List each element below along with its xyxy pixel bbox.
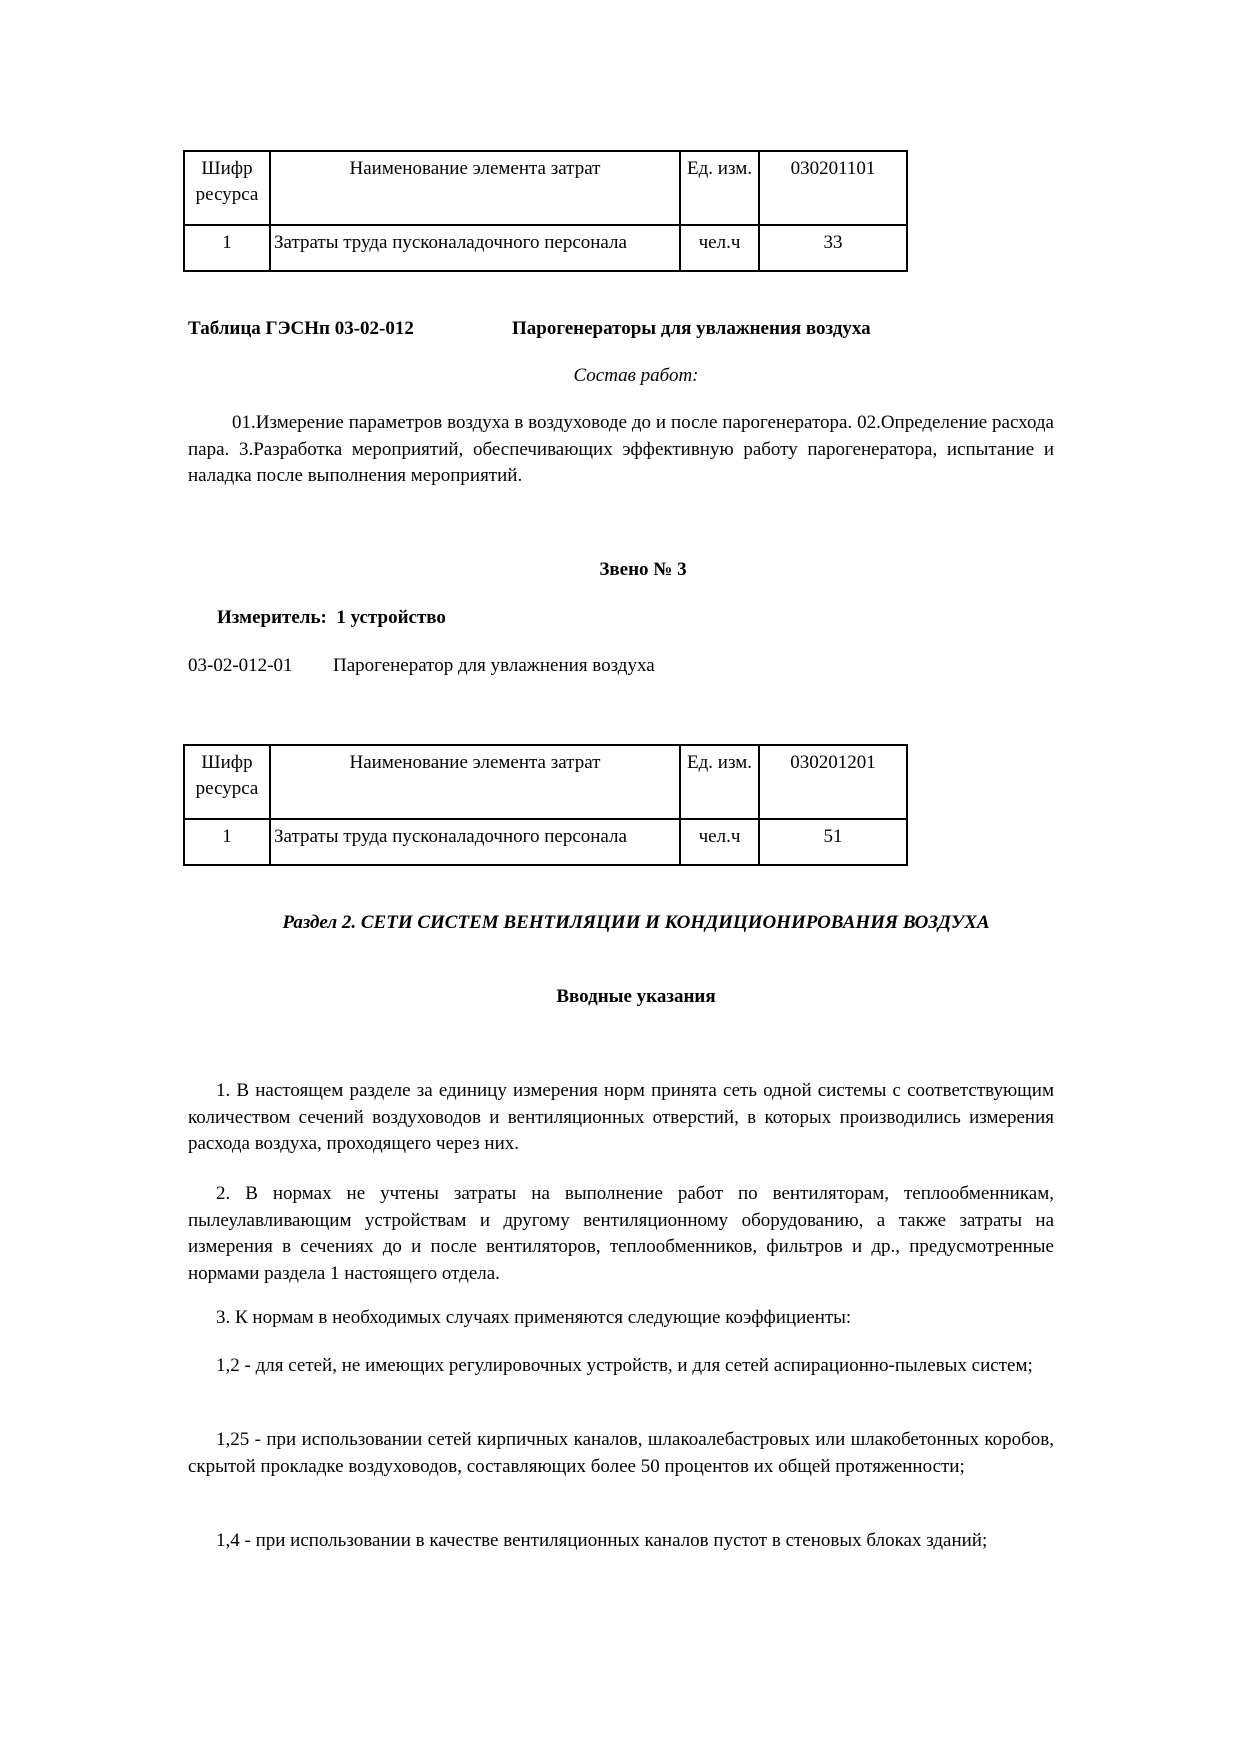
header-norm-code: 030201201	[759, 745, 907, 819]
header-cost-element: Наименование элемента затрат	[270, 151, 680, 225]
section-title: Раздел 2. СЕТИ СИСТЕМ ВЕНТИЛЯЦИИ И КОНДИЦИОНИРОВАНИЯ ВОЗДУХА	[282, 912, 990, 933]
zveno-label: Звено № 3	[599, 559, 687, 580]
table-label: Таблица ГЭСНп 03-02-012	[188, 318, 414, 339]
measure-label: Измеритель: 1 устройство	[217, 607, 446, 628]
coefficient-paragraph-3: 1,4 - при использовании в качестве вентиляционных каналов пустот в стеновых блоках зданий;	[216, 1530, 988, 1551]
header-resource-code: Шифр ресурса	[184, 745, 270, 819]
norm-name: Парогенератор для увлажнения воздуха	[333, 655, 655, 676]
header-unit: Ед. изм.	[680, 745, 759, 819]
intro-paragraph-3: 3. К нормам в необходимых случаях применяются следующие коэффициенты:	[216, 1307, 852, 1328]
work-composition-title: Состав работ:	[573, 365, 699, 386]
table-header-row	[184, 745, 907, 819]
header-norm-code: 030201101	[759, 151, 907, 225]
cell-cost-element: Затраты труда пусконаладочного персонала	[270, 225, 680, 271]
cell-cost-element: Затраты труда пусконаладочного персонала	[270, 819, 680, 865]
coefficient-paragraph-1: 1,2 - для сетей, не имеющих регулировочных устройств, и для сетей аспирационно-пылевых систем;	[216, 1355, 1033, 1376]
table-title: Парогенераторы для увлажнения воздуха	[512, 318, 871, 339]
work-composition-text: 01.Измерение параметров воздуха в воздуховоде до и после парогенератора. 02.Определение расхода пара. 3.Разработка мероприятий, обеспечивающих эффективную работу парогенератора, испытание и наладка после выполнения мероприятий.	[188, 412, 1054, 486]
header-resource-code: Шифр ресурса	[184, 151, 270, 225]
cell-unit: чел.ч	[680, 225, 759, 271]
cell-resource-code: 1	[184, 819, 270, 865]
header-cost-element: Наименование элемента затрат	[270, 745, 680, 819]
table-row	[184, 225, 907, 271]
intro-paragraph-1: 1. В настоящем разделе за единицу измерения норм принята сеть одной системы с соответствующим количеством сечений воздуховодов и вентиляционных отверстий, в которых производились измерения расхода воздуха, проходящего через них.	[188, 1080, 1054, 1154]
intro-paragraph-2: 2. В нормах не учтены затраты на выполнение работ по вентиляторам, теплообменникам, пылеулавливающим устройствам и другому вентиляционному оборудованию, а также затраты на измерения в сечениях до и после вентиляторов, теплообменников, фильтров и др., предусмотренные нормами раздела 1 настоящего отдела.	[188, 1183, 1054, 1284]
cell-value: 33	[759, 225, 907, 271]
resource-table-1	[183, 150, 908, 272]
cell-unit: чел.ч	[680, 819, 759, 865]
resource-table-2	[183, 744, 908, 866]
norm-code: 03-02-012-01	[188, 655, 293, 676]
table-header-row	[184, 151, 907, 225]
header-unit: Ед. изм.	[680, 151, 759, 225]
coefficient-paragraph-2: 1,25 - при использовании сетей кирпичных каналов, шлакоалебастровых или шлакобетонных коробов, скрытой прокладке воздуховодов, составляющих более 50 процентов их общей протяженности;	[188, 1429, 1054, 1477]
table-row	[184, 819, 907, 865]
cell-resource-code: 1	[184, 225, 270, 271]
intro-title: Вводные указания	[556, 986, 716, 1007]
cell-value: 51	[759, 819, 907, 865]
